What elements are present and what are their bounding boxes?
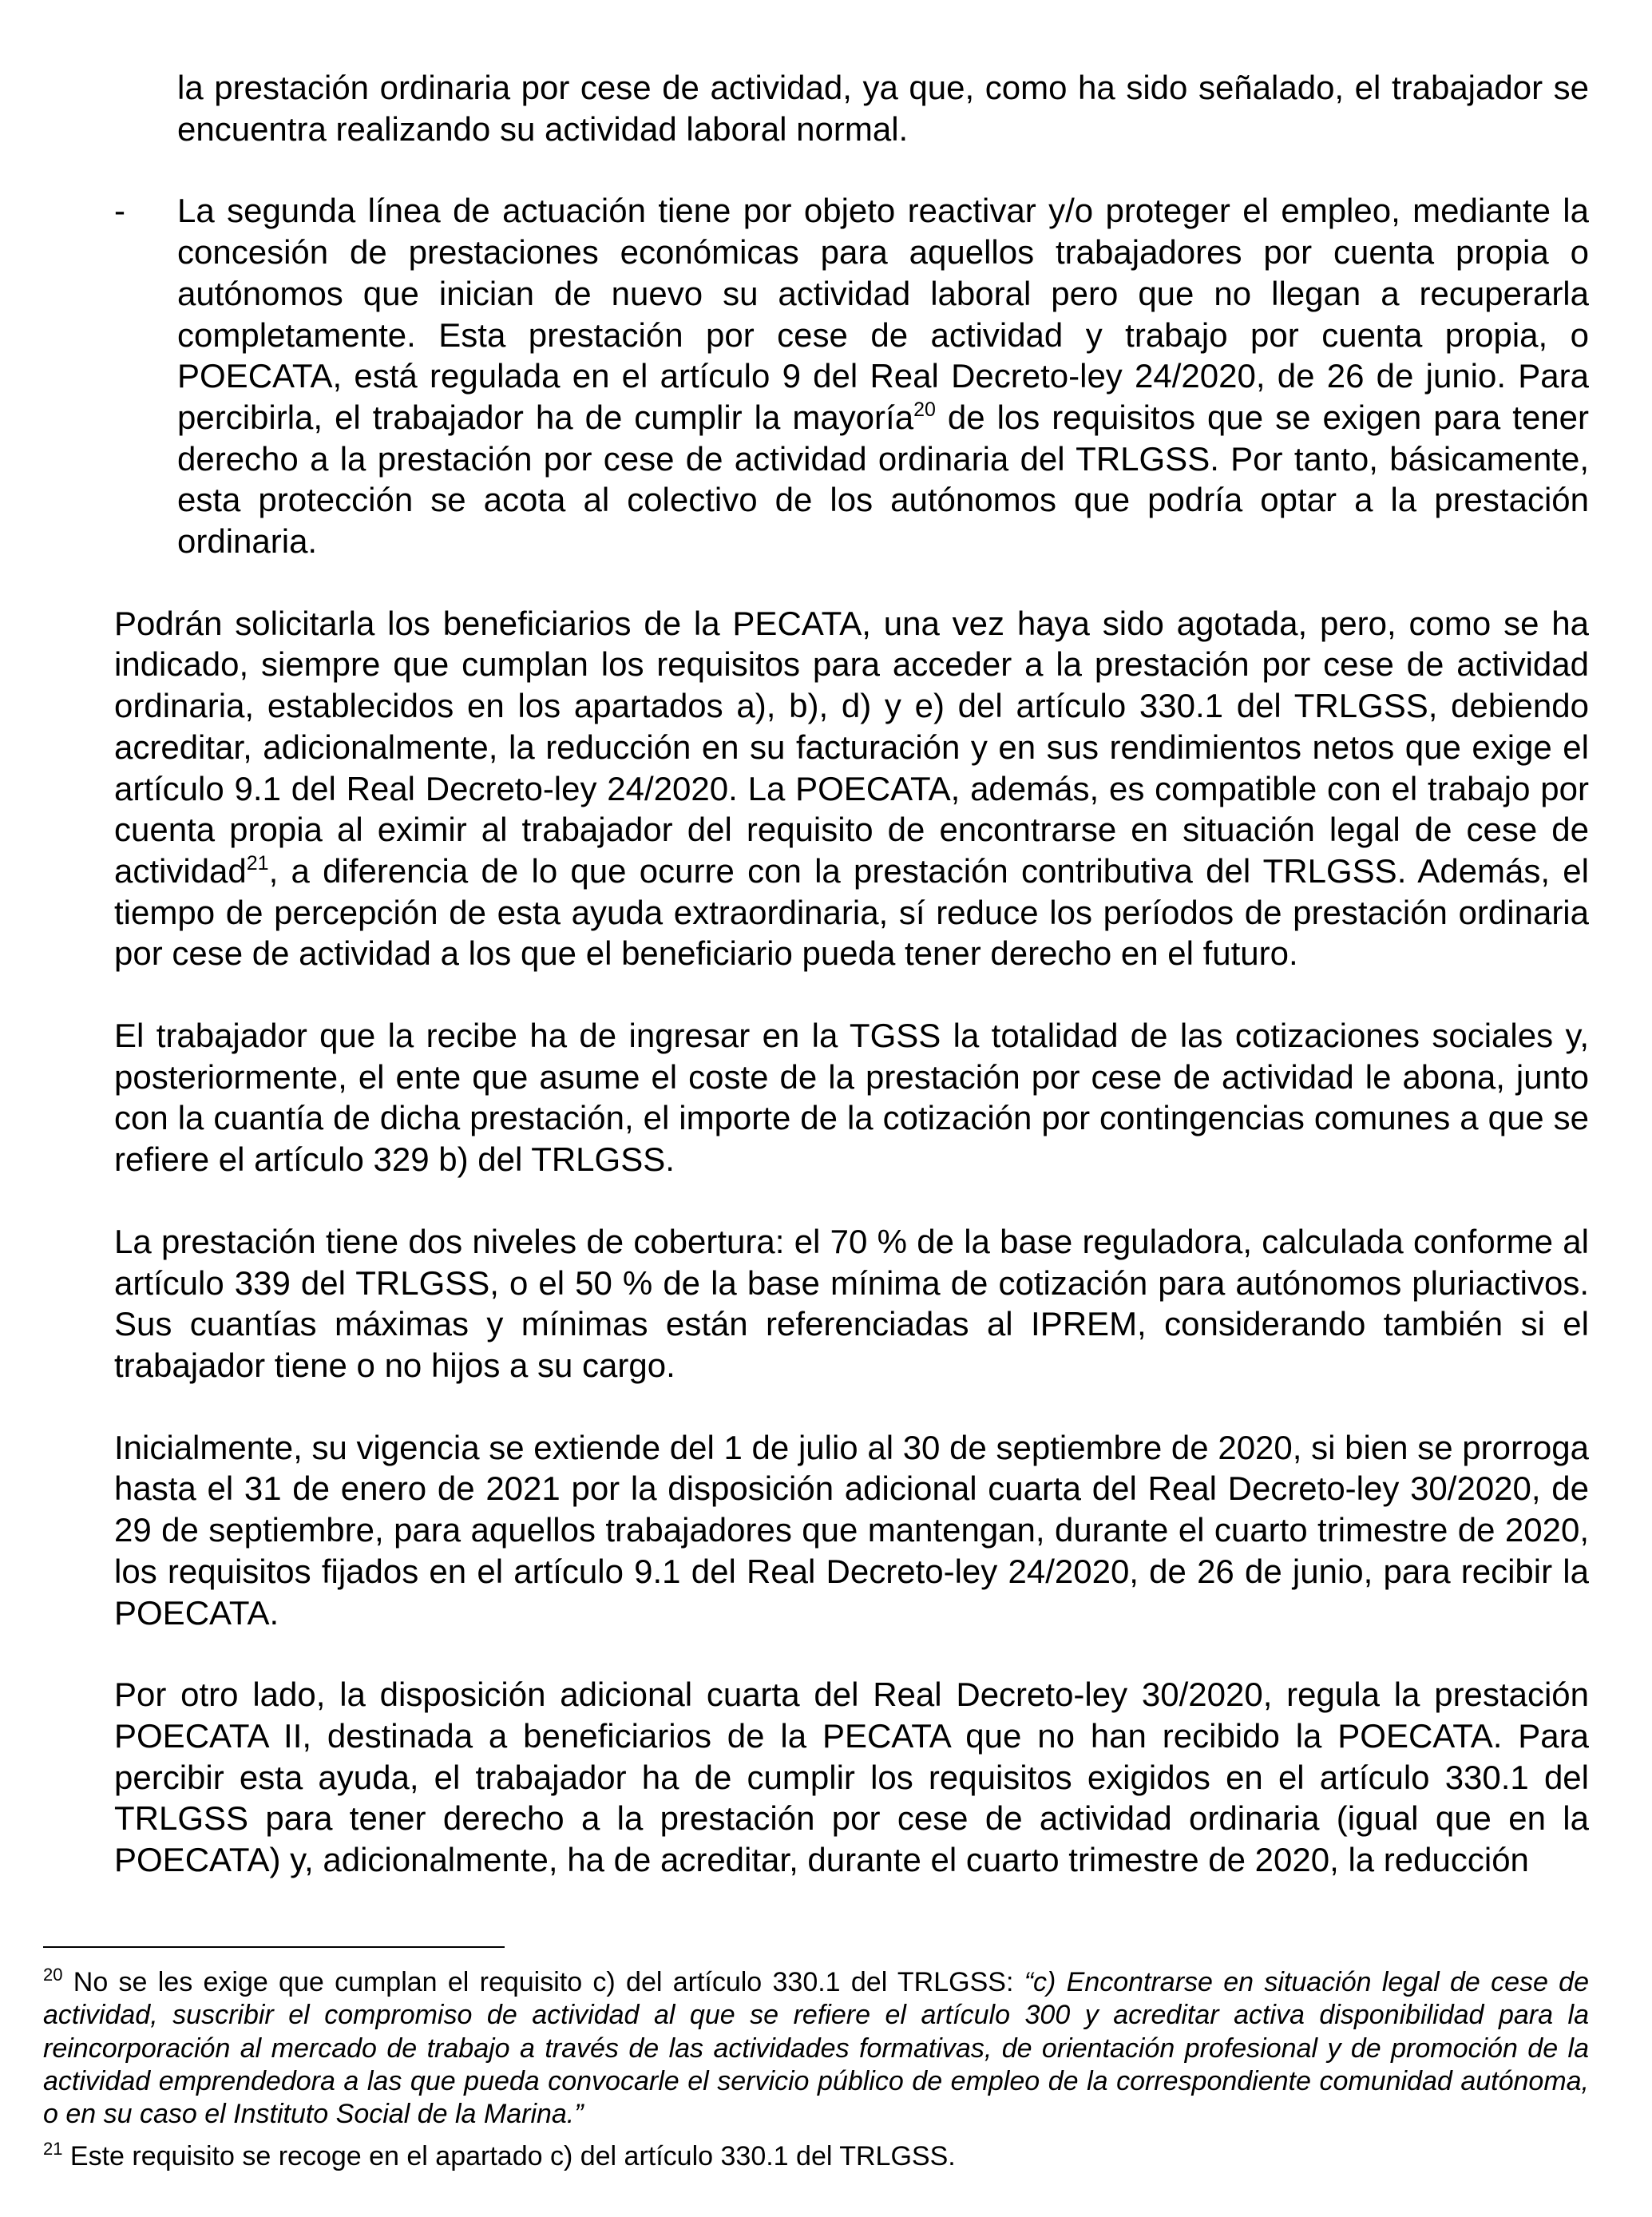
paragraph-text: La prestación tiene dos niveles de cobertura: el 70 % de la base reguladora, calculada conforme al artículo 339 del TRLGSS, o el 50 % de la base mínima de cotización para autónomos pluriactivos. Sus cuantías máximas y mínimas están referenciadas al IPREM, considerando también si el trabajador tiene o no hijos a su cargo.: [114, 1222, 1589, 1384]
footnote-ref-20[interactable]: 20: [913, 398, 936, 421]
paragraph-text: de los requisitos que se exigen para tener derecho a la prestación por cese de actividad ordinaria del TRLGSS. Por tanto, básicamente, esta protección se acota al colectivo de los autónomos que podría optar a la prestación ordinaria.: [177, 398, 1589, 561]
paragraph-gap: [114, 1180, 1589, 1221]
paragraph-continuation: [114, 67, 1589, 149]
paragraph-gap: [114, 1633, 1589, 1674]
paragraph-gap: [114, 974, 1589, 1015]
paragraph-text: El trabajador que la recibe ha de ingresar en la TGSS la totalidad de las cotizaciones sociales y, posteriormente, el ente que asume el coste de la prestación por cese de actividad le abona, junto con la cuantía de dicha prestación, el importe de la cotización por contingencias comunes a que se refiere el artículo 329 b) del TRLGSS.: [114, 1017, 1589, 1179]
paragraph-gap: [114, 149, 1589, 190]
paragraph-contributions: [114, 1015, 1589, 1180]
footnote-number: 20: [43, 1965, 63, 1985]
paragraph-text: Inicialmente, su vigencia se extiende del 1 de julio al 30 de septiembre de 2020, si bien se prorroga hasta el 31 de enero de 2021 por la disposición adicional cuarta del Real Decreto-ley 30/2020, de 29 de septiembre, para aquellos trabajadores que mantengan, durante el cuarto trimestre de 2020, los requisitos fijados en el artículo 9.1 del Real Decreto-ley 24/2020, de 26 de junio, para recibir la POECATA.: [114, 1428, 1589, 1632]
footnote-gap: [43, 2131, 1589, 2140]
paragraph-poecata-ii: [114, 1674, 1589, 1881]
footnotes: [43, 1966, 1589, 2174]
paragraph-validity: [114, 1427, 1589, 1634]
footnote-ref-21[interactable]: 21: [246, 851, 269, 875]
footnote-text: No se les exige que cumplan el requisito c) del artículo 330.1 del TRLGSS:: [62, 1967, 1024, 1997]
paragraph-text: Podrán solicitarla los beneficiarios de la PECATA, una vez haya sido agotada, pero, como se ha indicado, siempre que cumplan los requisitos para acceder a la prestación por cese de actividad ordinaria, establecidos en los apartados a), b), d) y e) del artículo 330.1 del TRLGSS, debiendo acreditar, adicionalmente, la reducción en su facturación y en sus rendimientos netos que exige el artículo 9.1 del Real Decreto-ley 24/2020. La POECATA, además, es compatible con el trabajo por cuenta propia al eximir al trabajador del requisito de encontrarse en situación legal de cese de actividad: [114, 604, 1589, 890]
list-item-text: [177, 190, 1589, 561]
paragraph-text: , a diferencia de lo que ocurre con la prestación contributiva del TRLGSS. Además, el tiempo de percepción de esta ayuda extraordinaria, sí reduce los períodos de prestación ordinaria por cese de actividad a los que el beneficiario pueda tener derecho en el futuro.: [114, 851, 1589, 973]
paragraph-text: La segunda línea de actuación tiene por objeto reactivar y/o proteger el empleo, mediante la concesión de prestaciones económicas para aquellos trabajadores por cuenta propia o autónomos que inician de nuevo su actividad laboral pero que no llegan a recuperarla completamente. Esta prestación por cese de actividad y trabajo por cuenta propia, o POECATA, está regulada en el artículo 9 del Real Decreto-ley 24/2020, de 26 de junio. Para percibirla, el trabajador ha de cumplir la mayoría: [177, 192, 1589, 436]
footnote-21: [43, 2140, 1589, 2173]
paragraph-gap: [114, 562, 1589, 603]
paragraph-gap: [114, 1386, 1589, 1427]
footnote-quote: “c) Encontrarse en situación legal de cese de actividad, suscribir el compromiso de actividad al que se refiere el artículo 300 y acreditar activa disponibilidad para la reincorporación al mercado de trabajo a través de las actividades formativas, de orientación profesional y de promoción de la actividad emprendedora a las que pueda convocarle el servicio público de empleo de la correspondiente comunidad autónoma, o en su caso el Instituto Social de la Marina.”: [43, 1967, 1589, 2130]
paragraph-coverage: [114, 1221, 1589, 1386]
body-text: [114, 67, 1589, 1881]
footnote-text: Este requisito se recoge en el apartado c) del artículo 330.1 del TRLGSS.: [62, 2141, 956, 2172]
paragraph-text: la prestación ordinaria por cese de actividad, ya que, como ha sido señalado, el trabajador se encuentra realizando su actividad laboral normal.: [177, 69, 1589, 148]
bullet-dash: -: [114, 192, 125, 230]
footnote-20: [43, 1966, 1589, 2131]
paragraph-text: Por otro lado, la disposición adicional cuarta del Real Decreto-ley 30/2020, regula la prestación POECATA II, destinada a beneficiarios de la PECATA que no han recibido la POECATA. Para percibir esta ayuda, el trabajador ha de cumplir los requisitos exigidos en el artículo 330.1 del TRLGSS para tener derecho a la prestación por cese de actividad ordinaria (igual que en la POECATA) y, adicionalmente, ha de acreditar, durante el cuarto trimestre de 2020, la reducción: [114, 1676, 1589, 1879]
list-item-second-line: [114, 190, 1589, 561]
footnote-separator: [43, 1946, 505, 1948]
paragraph-beneficiaries: [114, 603, 1589, 974]
footnote-number: 21: [43, 2139, 63, 2159]
